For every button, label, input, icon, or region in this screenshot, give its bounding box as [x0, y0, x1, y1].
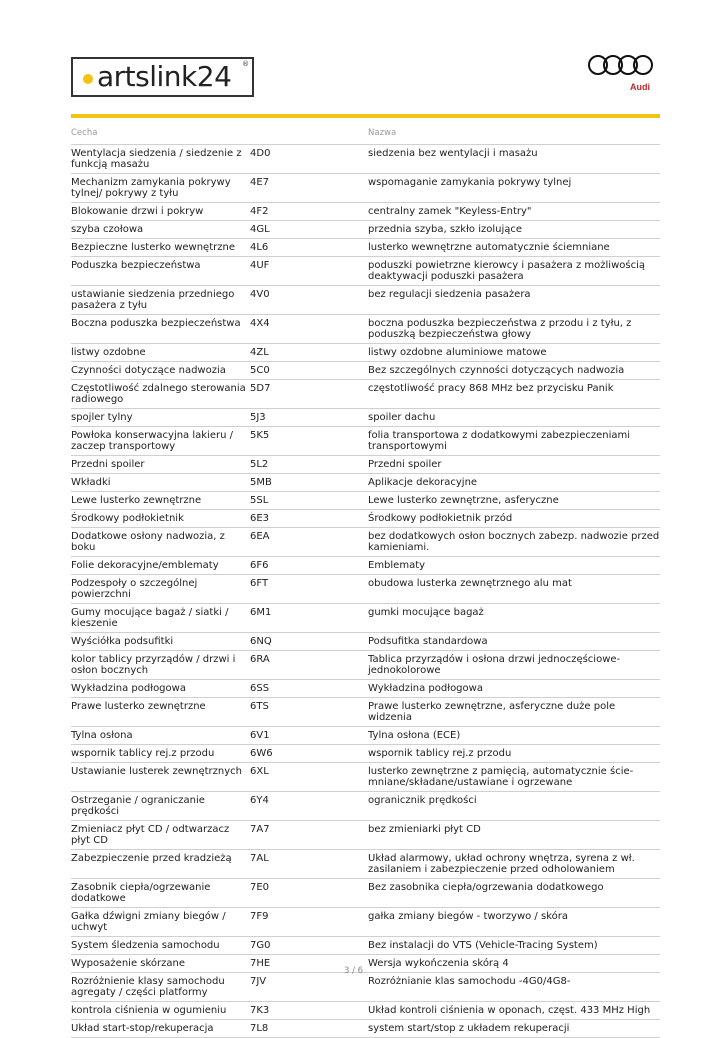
table-row: [71, 528, 660, 557]
table-row: [71, 879, 660, 908]
table-row: [71, 409, 660, 427]
row-feature: Poduszka bezpieczeństwa: [71, 260, 201, 271]
logo-dot-icon: [83, 74, 93, 84]
table-row: [71, 174, 660, 203]
registered-mark: ®: [242, 60, 249, 68]
row-code: 7A7: [250, 824, 270, 835]
table-row: [71, 510, 660, 528]
row-code: 4GL: [250, 224, 270, 235]
table-body: [71, 145, 660, 1038]
row-name: Prawe lusterko zewnętrzne, asferyczne duże pole widzenia: [368, 701, 616, 723]
row-code: 4ZL: [250, 347, 269, 358]
row-code: 6XL: [250, 766, 269, 777]
table-row: [71, 362, 660, 380]
table-row: [71, 937, 660, 955]
row-name: system start/stop z układem rekuperacji: [368, 1023, 570, 1034]
row-name: boczna poduszka bezpieczeństwa z przodu i z tyłu, z poduszką bezpieczeństwa głowy: [368, 318, 632, 340]
equipment-table: [71, 128, 660, 1038]
table-row: [71, 850, 660, 879]
row-code: 4D0: [250, 148, 271, 159]
row-name: wspornik tablicy rej.z przodu: [368, 748, 512, 759]
row-code: 4L6: [250, 242, 269, 253]
row-feature: Ustawianie lusterek zewnętrznych: [71, 766, 242, 777]
row-code: 4V0: [250, 289, 270, 300]
row-feature: System śledzenia samochodu: [71, 940, 220, 951]
row-feature: Zabezpieczenie przed kradzieżą: [71, 853, 232, 864]
row-code: 6NQ: [250, 636, 272, 647]
row-feature: ustawianie siedzenia przedniego pasażera z tyłu: [71, 289, 235, 311]
row-code: 5C0: [250, 365, 270, 376]
table-row: [71, 604, 660, 633]
table-row: [71, 698, 660, 727]
row-code: 7HE: [250, 958, 271, 969]
table-row: [71, 315, 660, 344]
row-feature: Wykładzina podłogowa: [71, 683, 186, 694]
row-code: 6RA: [250, 654, 270, 665]
row-code: 5K5: [250, 430, 270, 441]
row-feature: Wentylacja siedzenia / siedzenie z funkcją masażu: [71, 148, 242, 170]
row-feature: Boczna poduszka bezpieczeństwa: [71, 318, 241, 329]
row-name: Rozróżnianie klas samochodu -4G0/4G8-: [368, 976, 571, 987]
row-name: centralny zamek "Keyless-Entry": [368, 206, 532, 217]
table-row: [71, 221, 660, 239]
row-code: 6W6: [250, 748, 273, 759]
table-row: [71, 427, 660, 456]
row-feature: listwy ozdobne: [71, 347, 146, 358]
row-name: poduszki powietrzne kierowcy i pasażera z możliwością deaktywacji poduszki pasażera: [368, 260, 645, 282]
row-code: 4X4: [250, 318, 270, 329]
table-header: [71, 128, 660, 145]
table-row: [71, 633, 660, 651]
table-row: [71, 474, 660, 492]
column-header-feature: Cecha: [71, 128, 98, 138]
row-name: Bez szczególnych czynności dotyczących nadwozia: [368, 365, 625, 376]
row-name: Przedni spoiler: [368, 459, 442, 470]
table-row: [71, 380, 660, 409]
table-row: [71, 792, 660, 821]
row-feature: Mechanizm zamykania pokrywy tylnej/ pokrywy z tyłu: [71, 177, 231, 199]
row-feature: Zmieniacz płyt CD / odtwarzacz płyt CD: [71, 824, 230, 846]
table-row: [71, 763, 660, 792]
table-row: [71, 680, 660, 698]
table-row: [71, 1020, 660, 1038]
row-feature: kontrola ciśnienia w ogumieniu: [71, 1005, 227, 1016]
table-row: [71, 344, 660, 362]
partslink24-logo: [71, 57, 254, 97]
row-code: 6Y4: [250, 795, 269, 806]
table-row: [71, 257, 660, 286]
row-feature: Ostrzeganie / ograniczanie prędkości: [71, 795, 205, 817]
row-name: przednia szyba, szkło izolujące: [368, 224, 523, 235]
row-name: Wersja wykończenia skórą 4: [368, 958, 509, 969]
row-feature: Rozróżnienie klasy samochodu agregaty / części platformy: [71, 976, 225, 998]
row-name: bez zmieniarki płyt CD: [368, 824, 481, 835]
header-rule: [71, 114, 660, 118]
row-name: Tylna osłona (ECE): [368, 730, 461, 741]
row-feature: Gałka dźwigni zmiany biegów / uchwyt: [71, 911, 226, 933]
row-name: listwy ozdobne aluminiowe matowe: [368, 347, 547, 358]
row-name: Emblematy: [368, 560, 426, 571]
row-code: 7F9: [250, 911, 269, 922]
row-feature: Środkowy podłokietnik: [71, 513, 184, 524]
row-feature: szyba czołowa: [71, 224, 144, 235]
row-code: 5SL: [250, 495, 269, 506]
table-row: [71, 286, 660, 315]
row-code: 6E3: [250, 513, 270, 524]
table-row: [71, 145, 660, 174]
table-row: [71, 821, 660, 850]
row-code: 4F2: [250, 206, 269, 217]
row-feature: Układ start-stop/rekuperacja: [71, 1023, 214, 1034]
row-name: siedzenia bez wentylacji i masażu: [368, 148, 538, 159]
row-name: częstotliwość pracy 868 MHz bez przycisku Panik: [368, 383, 614, 394]
row-feature: Powłoka konserwacyjna lakieru / zaczep transportowy: [71, 430, 233, 452]
row-name: Lewe lusterko zewnętrzne, asferyczne: [368, 495, 559, 506]
row-name: obudowa lusterka zewnętrznego alu mat: [368, 578, 572, 589]
row-feature: Bezpieczne lusterko wewnętrzne: [71, 242, 235, 253]
row-feature: Tylna osłona: [71, 730, 133, 741]
row-name: spoiler dachu: [368, 412, 436, 423]
row-name: wspomaganie zamykania pokrywy tylnej: [368, 177, 572, 188]
row-code: 6SS: [250, 683, 270, 694]
row-name: ogranicznik prędkości: [368, 795, 477, 806]
row-feature: Wyposażenie skórzane: [71, 958, 186, 969]
row-code: 7JV: [250, 976, 267, 987]
table-row: [71, 456, 660, 474]
row-code: 7L8: [250, 1023, 269, 1034]
row-code: 5J3: [250, 412, 266, 423]
table-row: [71, 973, 660, 1002]
row-code: 6TS: [250, 701, 269, 712]
row-code: 5L2: [250, 459, 269, 470]
row-code: 6FT: [250, 578, 269, 589]
row-feature: Podzespoły o szczególnej powierzchni: [71, 578, 198, 600]
row-name: lusterko wewnętrzne automatycznie ściemniane: [368, 242, 610, 253]
table-row: [71, 492, 660, 510]
logo-text: artslink24: [97, 60, 232, 93]
table-row: [71, 651, 660, 680]
row-feature: Zasobnik ciepła/ogrzewanie dodatkowe: [71, 882, 211, 904]
row-feature: Dodatkowe osłony nadwozia, z boku: [71, 531, 225, 553]
brand-name: Audi: [630, 82, 650, 92]
row-feature: Wyściółka podsufitki: [71, 636, 174, 647]
row-name: gałka zmiany biegów - tworzywo / skóra: [368, 911, 568, 922]
table-row: [71, 557, 660, 575]
row-name: Środkowy podłokietnik przód: [368, 513, 513, 524]
row-feature: Wkładki: [71, 477, 111, 488]
row-name: Aplikacje dekoracyjne: [368, 477, 478, 488]
audi-logo: [588, 53, 658, 93]
table-row: [71, 745, 660, 763]
row-code: 6V1: [250, 730, 270, 741]
row-name: Układ alarmowy, układ ochrony wnętrza, syrena z wł. zasilaniem i zabezpieczenie przed odholowaniem: [368, 853, 635, 875]
row-code: 6M1: [250, 607, 272, 618]
row-code: 7AL: [250, 853, 269, 864]
column-header-name: Nazwa: [368, 128, 397, 138]
row-name: Bez zasobnika ciepła/ogrzewania dodatkowego: [368, 882, 604, 893]
table-row: [71, 203, 660, 221]
table-row: [71, 1002, 660, 1020]
row-code: 6EA: [250, 531, 270, 542]
row-name: folia transportowa z dodatkowymi zabezpieczeniami transportowymi: [368, 430, 631, 452]
row-code: 5MB: [250, 477, 272, 488]
table-row: [71, 575, 660, 604]
row-code: 7E0: [250, 882, 270, 893]
row-feature: Folie dekoracyjne/emblematy: [71, 560, 219, 571]
row-name: Podsufitka standardowa: [368, 636, 488, 647]
row-feature: Lewe lusterko zewnętrzne: [71, 495, 202, 506]
table-row: [71, 908, 660, 937]
table-row: [71, 239, 660, 257]
row-code: 6F6: [250, 560, 269, 571]
row-name: Tablica przyrządów i osłona drzwi jednoczęściowe-jednokolorowe: [368, 654, 621, 676]
row-name: lusterko zewnętrzne z pamięcią, automatycznie ście-mniane/składane/ustawiane i ogrzewane: [368, 766, 634, 788]
row-name: Bez instalacji do VTS (Vehicle-Tracing System): [368, 940, 598, 951]
row-code: 5D7: [250, 383, 271, 394]
row-name: bez regulacji siedzenia pasażera: [368, 289, 531, 300]
row-feature: spojler tylny: [71, 412, 133, 423]
row-code: 4E7: [250, 177, 270, 188]
page-number: 3 / 6: [343, 966, 364, 976]
row-feature: Blokowanie drzwi i pokryw: [71, 206, 204, 217]
row-feature: wspornik tablicy rej.z przodu: [71, 748, 215, 759]
row-name: bez dodatkowych osłon bocznych zabezp. nadwozie przed kamieniami.: [368, 531, 660, 553]
row-feature: kolor tablicy przyrządów / drzwi i osłon bocznych: [71, 654, 236, 676]
row-code: 7K3: [250, 1005, 270, 1016]
row-feature: Gumy mocujące bagaż / siatki / kieszenie: [71, 607, 229, 629]
row-feature: Przedni spoiler: [71, 459, 145, 470]
row-feature: Prawe lusterko zewnętrzne: [71, 701, 206, 712]
row-name: gumki mocujące bagaż: [368, 607, 484, 618]
row-code: 7G0: [250, 940, 271, 951]
row-code: 4UF: [250, 260, 270, 271]
row-name: Układ kontroli ciśnienia w oponach, częst. 433 MHz High: [368, 1005, 651, 1016]
row-name: Wykładzina podłogowa: [368, 683, 483, 694]
table-row: [71, 727, 660, 745]
row-feature: Czynności dotyczące nadwozia: [71, 365, 226, 376]
audi-rings-icon: [588, 53, 656, 77]
row-feature: Częstotliwość zdalnego sterowania radiowego: [71, 383, 246, 405]
